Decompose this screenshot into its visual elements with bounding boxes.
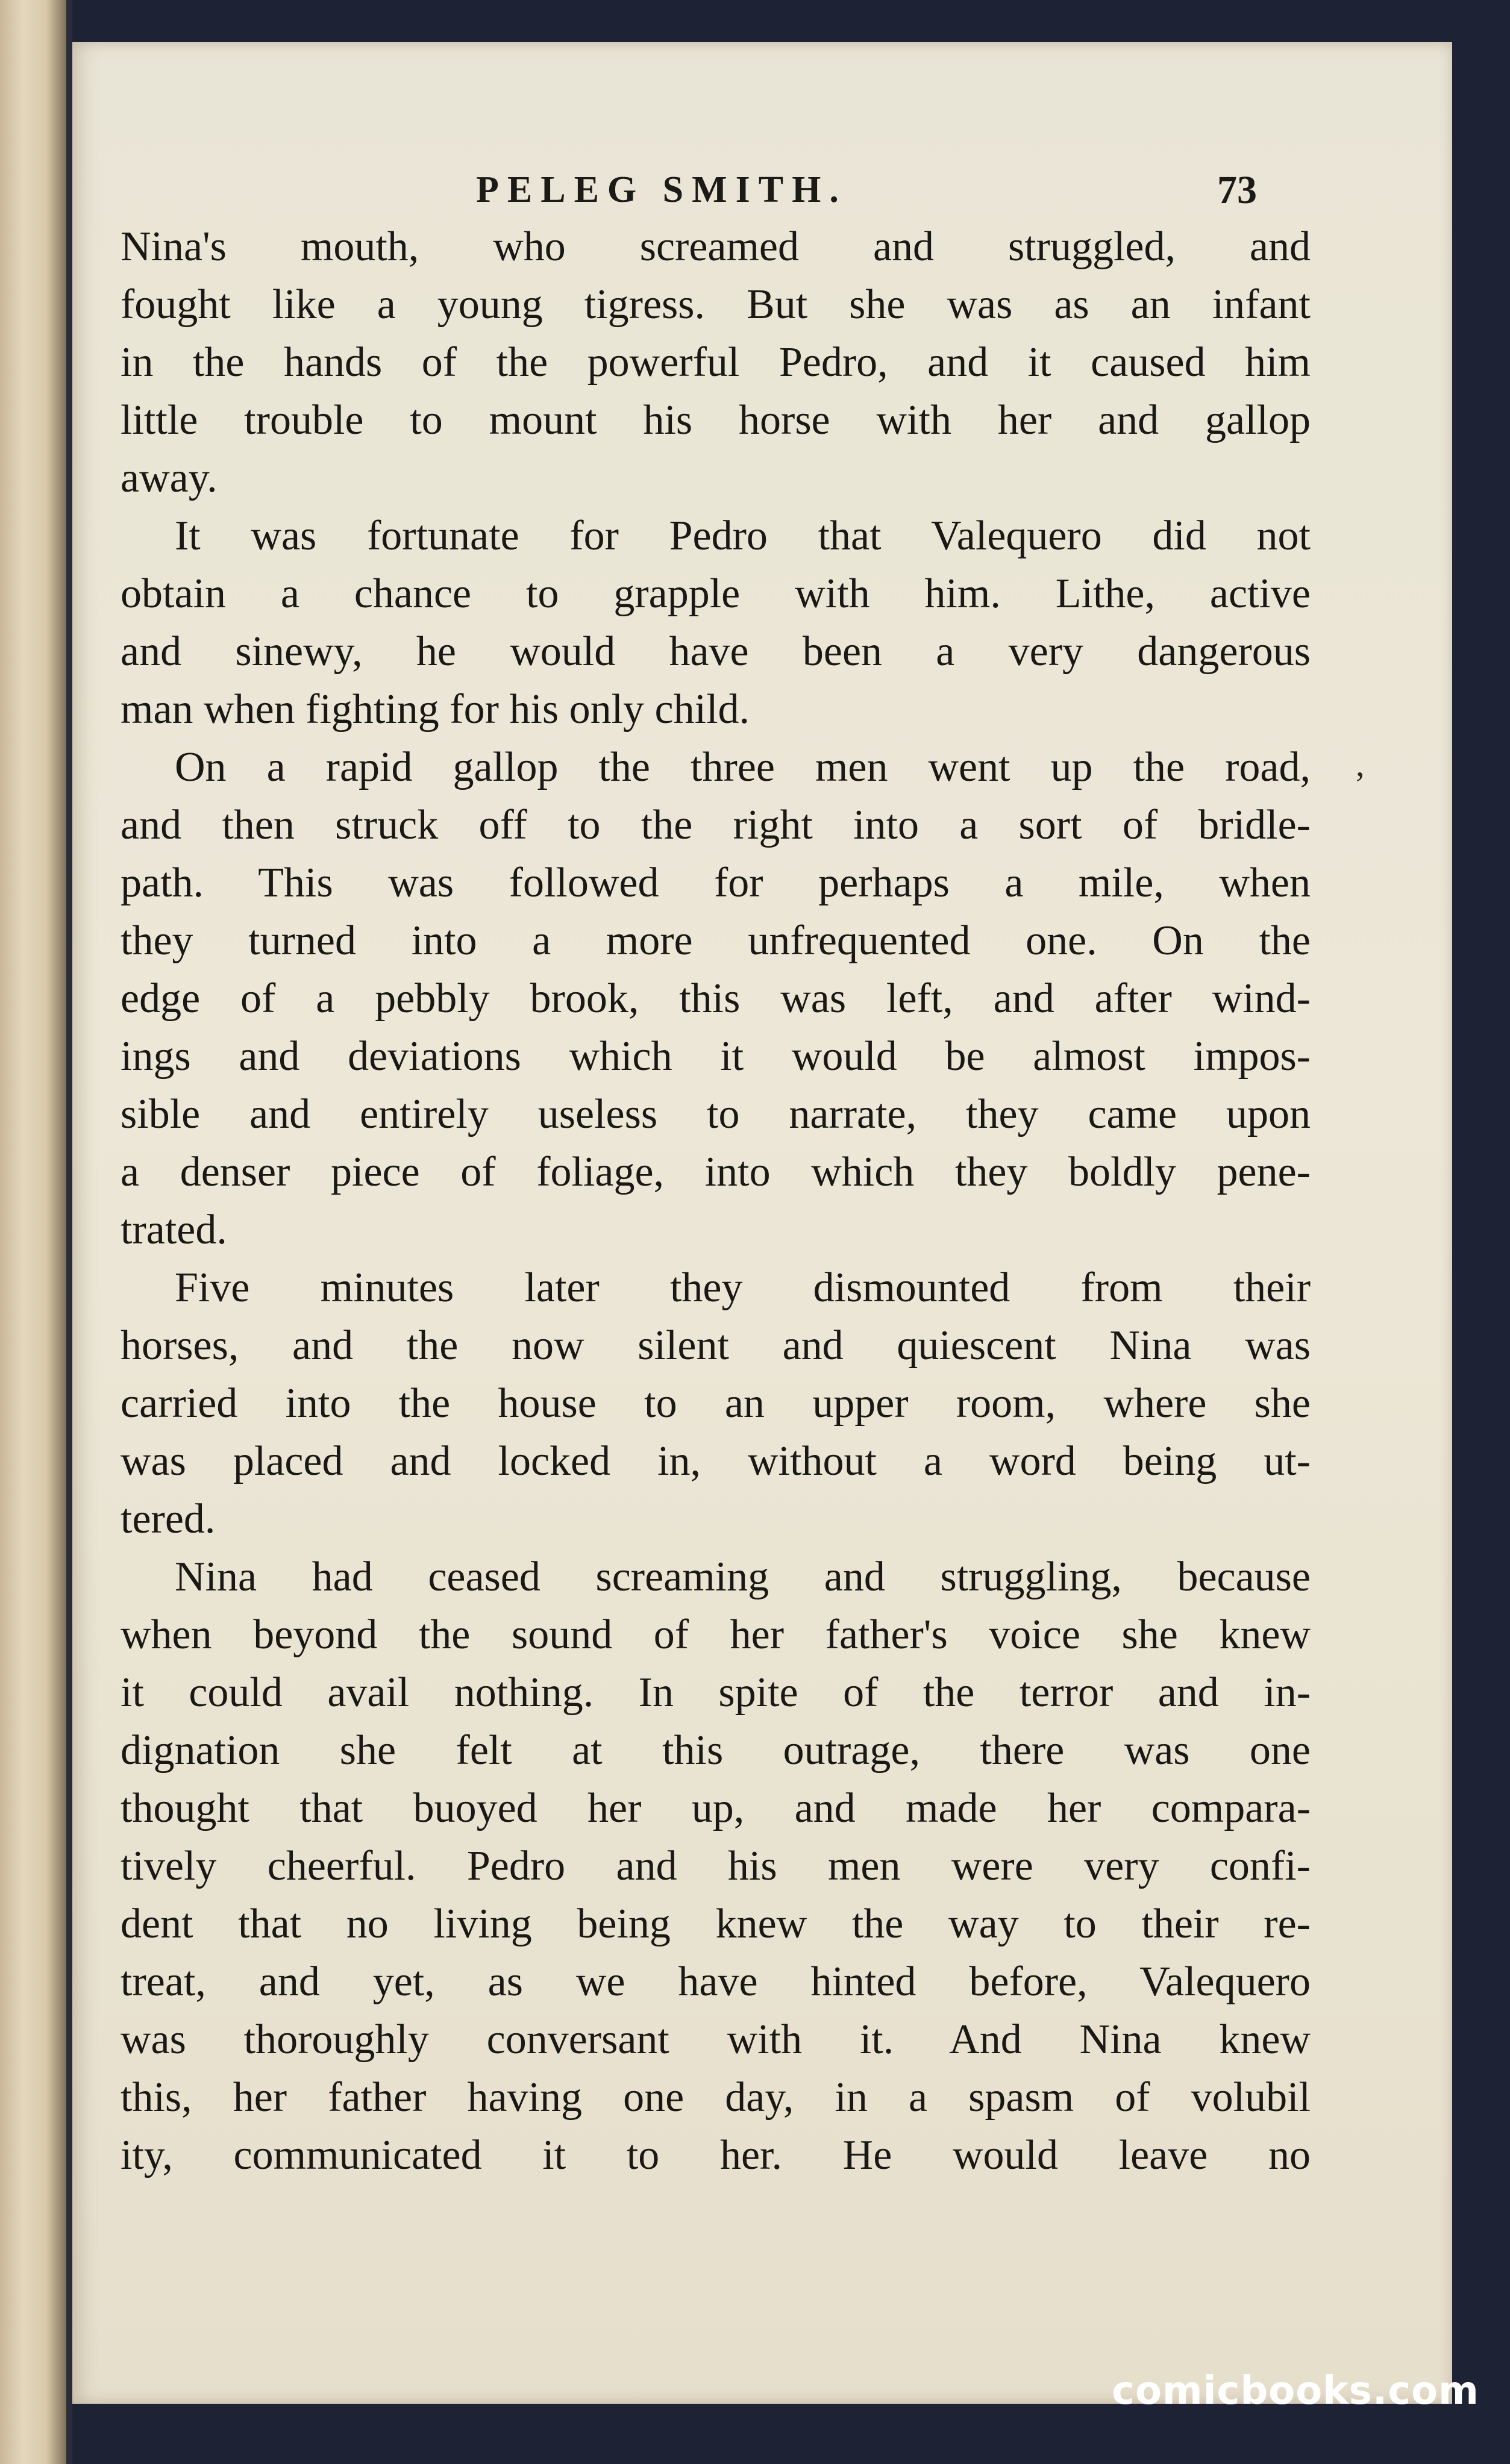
text-line: and sinewy, he would have been a very dangerous xyxy=(121,628,1311,675)
text-line: treat, and yet, as we have hinted before, Valequero xyxy=(121,1959,1311,2005)
text-line: ity, communicated it to her. He would leave no xyxy=(121,2132,1311,2178)
text-line: Five minutes later they dismounted from their xyxy=(175,1265,1311,1311)
page-number: 73 xyxy=(1217,168,1257,212)
text-line: a denser piece of foliage, into which they boldly pene- xyxy=(121,1149,1311,1195)
page-header xyxy=(72,42,1452,217)
book-spine xyxy=(0,0,66,2464)
book-page xyxy=(72,42,1452,2404)
spine-shadow xyxy=(66,0,72,2464)
text-line: tered. xyxy=(121,1496,216,1542)
text-line: ings and deviations which it would be almost impos- xyxy=(121,1033,1311,1080)
text-line: horses, and the now silent and quiescent Nina was xyxy=(121,1322,1311,1369)
text-line: edge of a pebbly brook, this was left, and after wind- xyxy=(121,975,1311,1022)
text-line: dignation she felt at this outrage, there was one xyxy=(121,1727,1311,1774)
text-line: it could avail nothing. In spite of the terror and in- xyxy=(121,1669,1311,1716)
text-line: when beyond the sound of her father's voice she knew xyxy=(121,1612,1311,1658)
text-line: was thoroughly conversant with it. And Nina knew xyxy=(121,2016,1311,2063)
text-line: and then struck off to the right into a sort of bridle- xyxy=(121,802,1311,848)
text-line: they turned into a more unfrequented one. On the xyxy=(121,918,1311,964)
watermark: comicbooks.com xyxy=(1112,2369,1479,2413)
text-line: path. This was followed for perhaps a mile, when xyxy=(121,860,1311,906)
running-title: PELEG SMITH. xyxy=(476,169,847,210)
text-line: away. xyxy=(121,455,218,501)
text-line: Nina had ceased screaming and struggling, because xyxy=(175,1554,1311,1600)
text-line: little trouble to mount his horse with her and gallop xyxy=(121,397,1311,443)
text-line: It was fortunate for Pedro that Valequero did not xyxy=(175,513,1311,559)
text-line: man when fighting for his only child. xyxy=(121,686,750,733)
text-line: sible and entirely useless to narrate, they came upon xyxy=(121,1091,1311,1137)
text-line: On a rapid gallop the three men went up the road, xyxy=(175,744,1311,790)
text-line: obtain a chance to grapple with him. Lithe, active xyxy=(121,571,1311,617)
text-line: in the hands of the powerful Pedro, and it caused him xyxy=(121,339,1311,386)
text-line: tively cheerful. Pedro and his men were very confi- xyxy=(121,1843,1311,1889)
ink-mark: , xyxy=(1356,745,1365,784)
text-line: this, her father having one day, in a spasm of volubil xyxy=(121,2074,1311,2121)
text-line: Nina's mouth, who screamed and struggled, and xyxy=(121,224,1311,270)
text-line: trated. xyxy=(121,1207,227,1253)
text-line: fought like a young tigress. But she was as an infant xyxy=(121,281,1311,328)
text-line: thought that buoyed her up, and made her compara- xyxy=(121,1785,1311,1831)
body-text xyxy=(121,218,1311,2184)
text-line: carried into the house to an upper room, where she xyxy=(121,1380,1311,1427)
text-line: was placed and locked in, without a word being ut- xyxy=(121,1438,1311,1484)
text-line: dent that no living being knew the way to their re- xyxy=(121,1901,1311,1947)
